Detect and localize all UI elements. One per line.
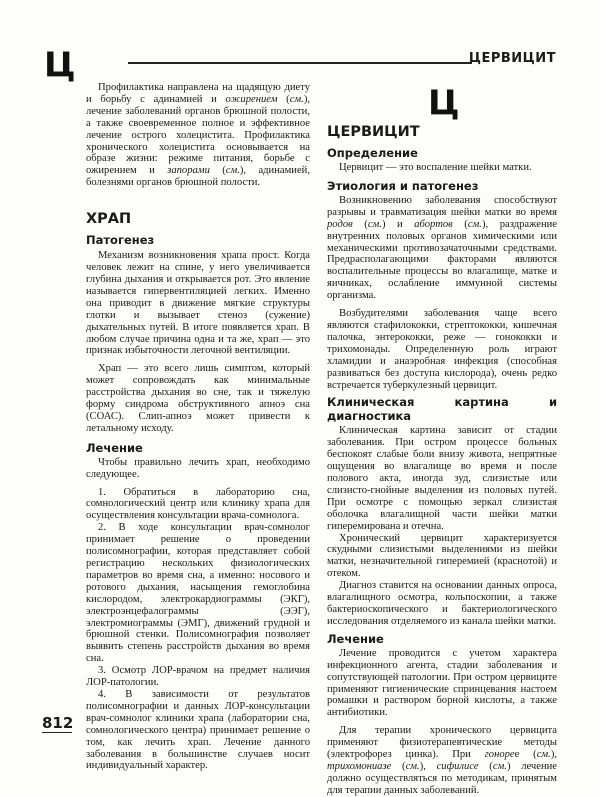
- right-column: [327, 124, 557, 797]
- pathogenesis-paragraph: Храп — это всего лишь симптом, который может сопровождать как минимальные расстройства дыхания во сне, так и тяжелую форму синдрома обструктивного апноэ сна (СОАС). Слип-апноэ может привести к летальному исходу.: [86, 363, 310, 434]
- treatment-paragraph: Чтобы правильно лечить храп, необходимо следующее.: [86, 456, 310, 480]
- etiology-paragraph: Возбудителями заболевания чаще всего являются стафилококки, стрептококки, кишечная палочка, энтерококки, реже — гонококки и трихомонады. Определенную роль играют хламидии и анаэробная инфекция (способная развиваться без доступа кислорода), очень редко встречается туберкулезный цервицит.: [327, 308, 557, 391]
- definition-paragraph: Цервицит — это воспаление шейки матки.: [339, 162, 532, 173]
- intro-paragraph: Профилактика направлена на щадящую диету и борьбу с адинамией и ожирением (см.), лечение заболеваний органов брюшной полости, а также своевременное полное и эффективное лечение острого холецистита. Профилактика хронического холецистита основывается на образе жизни: режиме питания, борьбе с ожирением и запорами (см.), адинамией, болезнями органов брюшной полости.: [86, 82, 310, 189]
- treatment-paragraph: 1. Обратиться в лабораторию сна, сомнологический центр или клинику храпа для осуществления консультации врача-сомнолога.: [86, 486, 310, 522]
- definition-heading: Определение: [327, 146, 418, 160]
- treatment-heading: Лечение: [327, 631, 384, 646]
- pathogenesis-paragraph: Механизм возникновения храпа прост. Когда человек лежит на спине, у него увеличивается глубина дыхания и открывается рот. Это явление называется гипервентиляцией легких. Именно она приводит в движение мягкие структуры глотки и вызывает стеноз (сужение) дыхательных путей. В итоге появляется храп. В любом случае причина одна и та же, храп — это признак избыточности легочной вентиляции.: [86, 250, 310, 357]
- clinical-paragraph: Диагноз ставится на основании данных опроса, влагалищного осмотра, кольпоскопии, а также бактериоскопического и бактериологического исследования отделяемого из канала шейки матки.: [327, 580, 557, 627]
- article-title-snoring: ХРАП: [86, 211, 132, 228]
- treatment-paragraph: 4. В зависимости от результатов полисомнографии и данных ЛОР-консультации врач-сомнолог клиники храпа (лаборатории сна, сомнологического центра) принимает решение о том, как лечить храп. Лечение данного заболевания в большинстве случаев носит индивидуальный характер.: [86, 688, 310, 772]
- running-head: ЦЕРВИЦИТ: [468, 51, 556, 66]
- clinical-heading: Клиническая картина и диагностика: [327, 395, 557, 424]
- etiology-paragraph: Возникновению заболевания способствуют разрывы и травматизация шейки матки во время родов (см.) и абортов (см.), раздражение внутренних половых органов химическими или механическими противозачаточными средствами. Предрасполагающими факторами являются воспалительные процессы во влагалище, матке и яичниках, ослабление иммунной системы организма.: [327, 194, 557, 302]
- pathogenesis-heading: Патогенез: [86, 233, 155, 248]
- treatment-heading: Лечение: [86, 440, 143, 455]
- treatment-paragraph: Для терапии хронического цервицита применяют физиотерапевтические методы (электрофорез цинка). При гонорее (см.), трихомониазе (см.), сифилисе (см.) лечение должно осуществляться по методикам, принятым для терапии данных заболеваний.: [327, 725, 557, 796]
- clinical-paragraph: Клиническая картина зависит от стадии заболевания. При остром процессе больных беспокоят слабые боли внизу живота, непрятные ощущения во влагалище во время и после полового акта, иногда зуд, слизистые или слизисто-гнойные выделения из половых путей. При осмотре с помощью зеркал слизистая оболочка влагалищной части шейки матки гиперемирована и отечна.: [327, 425, 557, 532]
- etiology-heading: Этиология и патогенез: [327, 178, 479, 193]
- page-number-rule: [42, 732, 72, 733]
- section-letter-marker: Ц: [44, 45, 76, 85]
- article-title-cervicitis: ЦЕРВИЦИТ: [327, 124, 420, 140]
- header-rule: [128, 62, 472, 64]
- left-column: [86, 82, 310, 772]
- treatment-paragraph: 2. В ходе консультации врач-сомнолог принимает решение о проведении полисомнографии, которая представляет собой регистрацию нескольких физиологических параметров во время сна, а именно: носового и ротового дыхания, насыщения гемоглобина кислородом, электрокардиограммы (ЭКГ), электроэнцефалограммы (ЭЭГ), электромиограммы (ЭМГ), движений грудной и брюшной стенки. Полисомнография позволяет выявить степень расстройств дыхания во время сна.: [86, 522, 310, 665]
- treatment-paragraph: Лечение проводится с учетом характера инфекционного агента, стадии заболевания и сопутствующей патологии. При остром цервиците применяют гигиенические спринцевания настоем ромашки и раствором борной кислоты, а также антибиотики.: [327, 647, 557, 719]
- treatment-paragraph: 3. Осмотр ЛОР-врачом на предмет наличия ЛОР-патологии.: [86, 665, 310, 689]
- page-number: 812: [42, 714, 74, 732]
- clinical-paragraph: Хронический цервицит характеризуется скудными слизистыми выделениями из шейки матки, незначительной гиперемией (краснотой) и отеком.: [327, 532, 557, 580]
- section-letter-heading: Ц: [428, 83, 460, 123]
